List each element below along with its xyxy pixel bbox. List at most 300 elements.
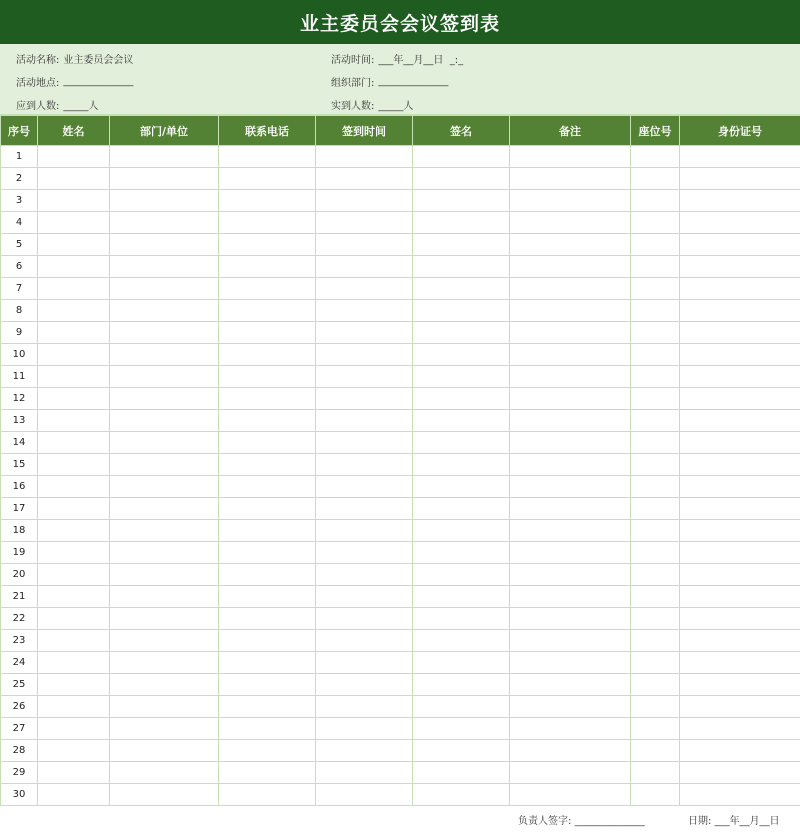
entry-cell[interactable]: [219, 344, 316, 366]
entry-cell[interactable]: [110, 410, 219, 432]
entry-cell[interactable]: [219, 300, 316, 322]
entry-cell[interactable]: [680, 652, 800, 674]
column-header: 身份证号: [680, 116, 800, 146]
entry-cell[interactable]: [413, 256, 510, 278]
entry-cell[interactable]: [631, 278, 680, 300]
entry-cell[interactable]: [631, 630, 680, 652]
entry-cell[interactable]: [316, 454, 413, 476]
activity-time-label: 活动时间:: [331, 55, 375, 66]
entry-cell[interactable]: [631, 608, 680, 630]
entry-cell[interactable]: [510, 630, 631, 652]
organizer-label: 组织部门:: [331, 78, 375, 89]
entry-cell[interactable]: [413, 366, 510, 388]
entry-cell[interactable]: [316, 388, 413, 410]
entry-cell[interactable]: [110, 256, 219, 278]
entry-cell[interactable]: [510, 564, 631, 586]
entry-cell[interactable]: [413, 234, 510, 256]
entry-cell[interactable]: [631, 388, 680, 410]
entry-cell[interactable]: [680, 718, 800, 740]
entry-cell[interactable]: [219, 454, 316, 476]
entry-cell[interactable]: [110, 344, 219, 366]
entry-cell[interactable]: [316, 762, 413, 784]
entry-cell[interactable]: [510, 542, 631, 564]
entry-cell[interactable]: [316, 344, 413, 366]
meeting-info-panel: [0, 44, 800, 115]
entry-cell[interactable]: [413, 498, 510, 520]
entry-cell[interactable]: [680, 608, 800, 630]
entry-cell[interactable]: [219, 542, 316, 564]
entry-cell[interactable]: [413, 322, 510, 344]
signature-value: ______________: [574, 816, 645, 827]
entry-cell[interactable]: [413, 784, 510, 806]
entry-cell[interactable]: [413, 674, 510, 696]
entry-cell[interactable]: [631, 454, 680, 476]
entry-cell[interactable]: [110, 674, 219, 696]
entry-cell[interactable]: [510, 740, 631, 762]
entry-cell[interactable]: [219, 498, 316, 520]
entry-cell[interactable]: [219, 190, 316, 212]
entry-cell[interactable]: [631, 564, 680, 586]
row-number: 19: [1, 542, 38, 564]
table-row: [1, 740, 800, 762]
entry-cell[interactable]: [631, 190, 680, 212]
entry-cell[interactable]: [38, 146, 110, 168]
entry-cell[interactable]: [413, 300, 510, 322]
entry-cell[interactable]: [413, 344, 510, 366]
entry-cell[interactable]: [631, 762, 680, 784]
entry-cell[interactable]: [413, 696, 510, 718]
entry-cell[interactable]: [38, 476, 110, 498]
entry-cell[interactable]: [510, 762, 631, 784]
entry-cell[interactable]: [631, 322, 680, 344]
entry-cell[interactable]: [110, 542, 219, 564]
entry-cell[interactable]: [316, 234, 413, 256]
entry-cell[interactable]: [110, 454, 219, 476]
column-header: 姓名: [38, 116, 110, 146]
entry-cell[interactable]: [631, 520, 680, 542]
entry-cell[interactable]: [219, 410, 316, 432]
row-number: 16: [1, 476, 38, 498]
entry-cell[interactable]: [38, 608, 110, 630]
entry-cell[interactable]: [680, 278, 800, 300]
entry-cell[interactable]: [413, 168, 510, 190]
entry-cell[interactable]: [413, 454, 510, 476]
date-label: 日期:: [688, 816, 712, 827]
entry-cell[interactable]: [219, 784, 316, 806]
entry-cell[interactable]: [110, 168, 219, 190]
entry-cell[interactable]: [510, 674, 631, 696]
entry-cell[interactable]: [38, 190, 110, 212]
table-header-row: [1, 116, 800, 146]
entry-cell[interactable]: [316, 146, 413, 168]
entry-cell[interactable]: [631, 256, 680, 278]
date-value: ___年__月__日: [714, 816, 780, 827]
entry-cell[interactable]: [510, 366, 631, 388]
entry-cell[interactable]: [219, 652, 316, 674]
entry-cell[interactable]: [38, 410, 110, 432]
entry-cell[interactable]: [316, 212, 413, 234]
entry-cell[interactable]: [110, 190, 219, 212]
entry-cell[interactable]: [680, 344, 800, 366]
activity-name-label: 活动名称:: [16, 55, 60, 66]
entry-cell[interactable]: [110, 432, 219, 454]
table-row: [1, 410, 800, 432]
entry-cell[interactable]: [316, 520, 413, 542]
entry-cell[interactable]: [413, 740, 510, 762]
entry-cell[interactable]: [316, 168, 413, 190]
entry-cell[interactable]: [110, 278, 219, 300]
entry-cell[interactable]: [680, 366, 800, 388]
activity-time-field[interactable]: [315, 51, 463, 66]
row-number: 7: [1, 278, 38, 300]
entry-cell[interactable]: [110, 652, 219, 674]
row-number: 2: [1, 168, 38, 190]
entry-cell[interactable]: [110, 520, 219, 542]
entry-cell[interactable]: [316, 476, 413, 498]
entry-cell[interactable]: [110, 212, 219, 234]
entry-cell[interactable]: [316, 366, 413, 388]
entry-cell[interactable]: [110, 608, 219, 630]
entry-cell[interactable]: [219, 696, 316, 718]
expected-count-field[interactable]: [0, 97, 315, 112]
entry-cell[interactable]: [316, 674, 413, 696]
table-row: [1, 300, 800, 322]
entry-cell[interactable]: [413, 476, 510, 498]
entry-cell[interactable]: [413, 432, 510, 454]
entry-cell[interactable]: [316, 652, 413, 674]
entry-cell[interactable]: [110, 300, 219, 322]
entry-cell[interactable]: [219, 432, 316, 454]
entry-cell[interactable]: [510, 410, 631, 432]
entry-cell[interactable]: [38, 234, 110, 256]
row-number: 15: [1, 454, 38, 476]
entry-cell[interactable]: [631, 476, 680, 498]
entry-cell[interactable]: [219, 212, 316, 234]
row-number: 22: [1, 608, 38, 630]
entry-cell[interactable]: [680, 674, 800, 696]
entry-cell[interactable]: [110, 762, 219, 784]
entry-cell[interactable]: [38, 388, 110, 410]
entry-cell[interactable]: [219, 740, 316, 762]
entry-cell[interactable]: [38, 344, 110, 366]
entry-cell[interactable]: [110, 564, 219, 586]
table-row: [1, 190, 800, 212]
entry-cell[interactable]: [316, 322, 413, 344]
entry-cell[interactable]: [38, 784, 110, 806]
activity-name-value: 业主委员会会议: [63, 55, 134, 66]
entry-cell[interactable]: [680, 190, 800, 212]
entry-cell[interactable]: [219, 762, 316, 784]
column-header: 签名: [413, 116, 510, 146]
entry-cell[interactable]: [680, 740, 800, 762]
entry-cell[interactable]: [38, 278, 110, 300]
entry-cell[interactable]: [680, 476, 800, 498]
table-row: [1, 168, 800, 190]
table-row: [1, 674, 800, 696]
entry-cell[interactable]: [413, 542, 510, 564]
entry-cell[interactable]: [413, 388, 510, 410]
entry-cell[interactable]: [680, 432, 800, 454]
entry-cell[interactable]: [219, 476, 316, 498]
row-number: 23: [1, 630, 38, 652]
entry-cell[interactable]: [38, 630, 110, 652]
entry-cell[interactable]: [38, 696, 110, 718]
entry-cell[interactable]: [219, 322, 316, 344]
entry-cell[interactable]: [631, 696, 680, 718]
entry-cell[interactable]: [510, 718, 631, 740]
entry-cell[interactable]: [413, 608, 510, 630]
entry-cell[interactable]: [38, 762, 110, 784]
entry-cell[interactable]: [510, 432, 631, 454]
entry-cell[interactable]: [110, 322, 219, 344]
entry-cell[interactable]: [631, 234, 680, 256]
entry-cell[interactable]: [510, 608, 631, 630]
entry-cell[interactable]: [38, 498, 110, 520]
date-field[interactable]: [688, 812, 780, 827]
entry-cell[interactable]: [38, 256, 110, 278]
entry-cell[interactable]: [316, 630, 413, 652]
entry-cell[interactable]: [219, 234, 316, 256]
entry-cell[interactable]: [110, 234, 219, 256]
entry-cell[interactable]: [110, 740, 219, 762]
entry-cell[interactable]: [413, 586, 510, 608]
table-row: [1, 234, 800, 256]
column-header: 序号: [1, 116, 38, 146]
entry-cell[interactable]: [510, 784, 631, 806]
signature-field[interactable]: [518, 812, 645, 827]
entry-cell[interactable]: [38, 586, 110, 608]
entry-cell[interactable]: [510, 344, 631, 366]
entry-cell[interactable]: [680, 322, 800, 344]
info-row-1: [0, 47, 800, 70]
entry-cell[interactable]: [631, 718, 680, 740]
entry-cell[interactable]: [631, 366, 680, 388]
entry-cell[interactable]: [413, 190, 510, 212]
row-number: 9: [1, 322, 38, 344]
entry-cell[interactable]: [631, 410, 680, 432]
entry-cell[interactable]: [219, 278, 316, 300]
entry-cell[interactable]: [316, 256, 413, 278]
entry-cell[interactable]: [631, 740, 680, 762]
entry-cell[interactable]: [316, 718, 413, 740]
entry-cell[interactable]: [680, 762, 800, 784]
table-row: [1, 542, 800, 564]
entry-cell[interactable]: [38, 652, 110, 674]
entry-cell[interactable]: [38, 432, 110, 454]
expected-count-value: _____人: [63, 101, 99, 112]
signature-label: 负责人签字:: [518, 816, 572, 827]
entry-cell[interactable]: [413, 564, 510, 586]
entry-cell[interactable]: [510, 212, 631, 234]
entry-cell[interactable]: [110, 784, 219, 806]
entry-cell[interactable]: [110, 498, 219, 520]
entry-cell[interactable]: [316, 564, 413, 586]
entry-cell[interactable]: [219, 366, 316, 388]
entry-cell[interactable]: [110, 476, 219, 498]
entry-cell[interactable]: [510, 190, 631, 212]
entry-cell[interactable]: [631, 652, 680, 674]
entry-cell[interactable]: [631, 542, 680, 564]
row-number: 21: [1, 586, 38, 608]
entry-cell[interactable]: [680, 784, 800, 806]
entry-cell[interactable]: [510, 278, 631, 300]
entry-cell[interactable]: [316, 696, 413, 718]
entry-cell[interactable]: [316, 498, 413, 520]
row-number: 4: [1, 212, 38, 234]
entry-cell[interactable]: [219, 146, 316, 168]
row-number: 3: [1, 190, 38, 212]
sheet-title-text: 业主委员会会议签到表: [299, 12, 500, 35]
entry-cell[interactable]: [316, 542, 413, 564]
table-row: [1, 696, 800, 718]
entry-cell[interactable]: [316, 784, 413, 806]
entry-cell[interactable]: [510, 322, 631, 344]
entry-cell[interactable]: [631, 146, 680, 168]
entry-cell[interactable]: [38, 718, 110, 740]
row-number: 26: [1, 696, 38, 718]
entry-cell[interactable]: [316, 432, 413, 454]
entry-cell[interactable]: [316, 586, 413, 608]
entry-cell[interactable]: [316, 608, 413, 630]
entry-cell[interactable]: [680, 498, 800, 520]
entry-cell[interactable]: [413, 718, 510, 740]
entry-cell[interactable]: [510, 520, 631, 542]
entry-cell[interactable]: [510, 300, 631, 322]
entry-cell[interactable]: [38, 454, 110, 476]
entry-cell[interactable]: [680, 454, 800, 476]
entry-cell[interactable]: [680, 564, 800, 586]
entry-cell[interactable]: [680, 212, 800, 234]
entry-cell[interactable]: [413, 278, 510, 300]
entry-cell[interactable]: [413, 146, 510, 168]
organizer-field[interactable]: [315, 74, 448, 89]
entry-cell[interactable]: [680, 146, 800, 168]
entry-cell[interactable]: [219, 586, 316, 608]
entry-cell[interactable]: [316, 300, 413, 322]
entry-cell[interactable]: [510, 498, 631, 520]
entry-cell[interactable]: [631, 168, 680, 190]
entry-cell[interactable]: [680, 234, 800, 256]
entry-cell[interactable]: [510, 696, 631, 718]
sheet-title: [0, 0, 800, 44]
column-header: 部门/单位: [110, 116, 219, 146]
entry-cell[interactable]: [510, 586, 631, 608]
entry-cell[interactable]: [38, 740, 110, 762]
entry-cell[interactable]: [219, 718, 316, 740]
entry-cell[interactable]: [413, 762, 510, 784]
entry-cell[interactable]: [316, 740, 413, 762]
entry-cell[interactable]: [38, 300, 110, 322]
entry-cell[interactable]: [631, 344, 680, 366]
entry-cell[interactable]: [510, 234, 631, 256]
entry-cell[interactable]: [110, 366, 219, 388]
entry-cell[interactable]: [631, 674, 680, 696]
entry-cell[interactable]: [110, 146, 219, 168]
entry-cell[interactable]: [413, 520, 510, 542]
entry-cell[interactable]: [110, 718, 219, 740]
entry-cell[interactable]: [680, 520, 800, 542]
table-row: [1, 652, 800, 674]
entry-cell[interactable]: [38, 542, 110, 564]
entry-cell[interactable]: [219, 608, 316, 630]
entry-cell[interactable]: [219, 564, 316, 586]
entry-cell[interactable]: [219, 256, 316, 278]
entry-cell[interactable]: [219, 520, 316, 542]
location-field[interactable]: [0, 74, 315, 89]
entry-cell[interactable]: [631, 432, 680, 454]
entry-cell[interactable]: [510, 652, 631, 674]
entry-cell[interactable]: [510, 146, 631, 168]
entry-cell[interactable]: [680, 168, 800, 190]
entry-cell[interactable]: [413, 410, 510, 432]
entry-cell[interactable]: [510, 388, 631, 410]
entry-cell[interactable]: [510, 476, 631, 498]
expected-count-label: 应到人数:: [16, 101, 60, 112]
entry-cell[interactable]: [413, 630, 510, 652]
entry-cell[interactable]: [631, 212, 680, 234]
entry-cell[interactable]: [680, 630, 800, 652]
entry-cell[interactable]: [680, 256, 800, 278]
entry-cell[interactable]: [316, 410, 413, 432]
entry-cell[interactable]: [219, 674, 316, 696]
entry-cell[interactable]: [38, 322, 110, 344]
entry-cell[interactable]: [110, 388, 219, 410]
table-row: [1, 586, 800, 608]
entry-cell[interactable]: [680, 696, 800, 718]
table-row: [1, 630, 800, 652]
table-row: [1, 608, 800, 630]
column-header: 座位号: [631, 116, 680, 146]
entry-cell[interactable]: [680, 388, 800, 410]
entry-cell[interactable]: [110, 696, 219, 718]
table-row: [1, 344, 800, 366]
entry-cell[interactable]: [510, 256, 631, 278]
entry-cell[interactable]: [510, 168, 631, 190]
entry-cell[interactable]: [219, 168, 316, 190]
entry-cell[interactable]: [110, 586, 219, 608]
entry-cell[interactable]: [510, 454, 631, 476]
entry-cell[interactable]: [38, 520, 110, 542]
entry-cell[interactable]: [316, 278, 413, 300]
table-row: [1, 388, 800, 410]
entry-cell[interactable]: [219, 388, 316, 410]
entry-cell[interactable]: [631, 300, 680, 322]
actual-count-field[interactable]: [315, 97, 413, 112]
row-number: 24: [1, 652, 38, 674]
entry-cell[interactable]: [316, 190, 413, 212]
entry-cell[interactable]: [680, 542, 800, 564]
entry-cell[interactable]: [631, 586, 680, 608]
row-number: 28: [1, 740, 38, 762]
entry-cell[interactable]: [38, 212, 110, 234]
entry-cell[interactable]: [413, 212, 510, 234]
entry-cell[interactable]: [631, 498, 680, 520]
entry-cell[interactable]: [680, 300, 800, 322]
activity-name-field[interactable]: [0, 51, 315, 66]
row-number: 30: [1, 784, 38, 806]
entry-cell[interactable]: [38, 674, 110, 696]
entry-cell[interactable]: [413, 652, 510, 674]
entry-cell[interactable]: [38, 564, 110, 586]
entry-cell[interactable]: [631, 784, 680, 806]
entry-cell[interactable]: [219, 630, 316, 652]
entry-cell[interactable]: [110, 630, 219, 652]
entry-cell[interactable]: [680, 586, 800, 608]
table-row: [1, 718, 800, 740]
entry-cell[interactable]: [680, 410, 800, 432]
entry-cell[interactable]: [38, 168, 110, 190]
entry-cell[interactable]: [38, 366, 110, 388]
